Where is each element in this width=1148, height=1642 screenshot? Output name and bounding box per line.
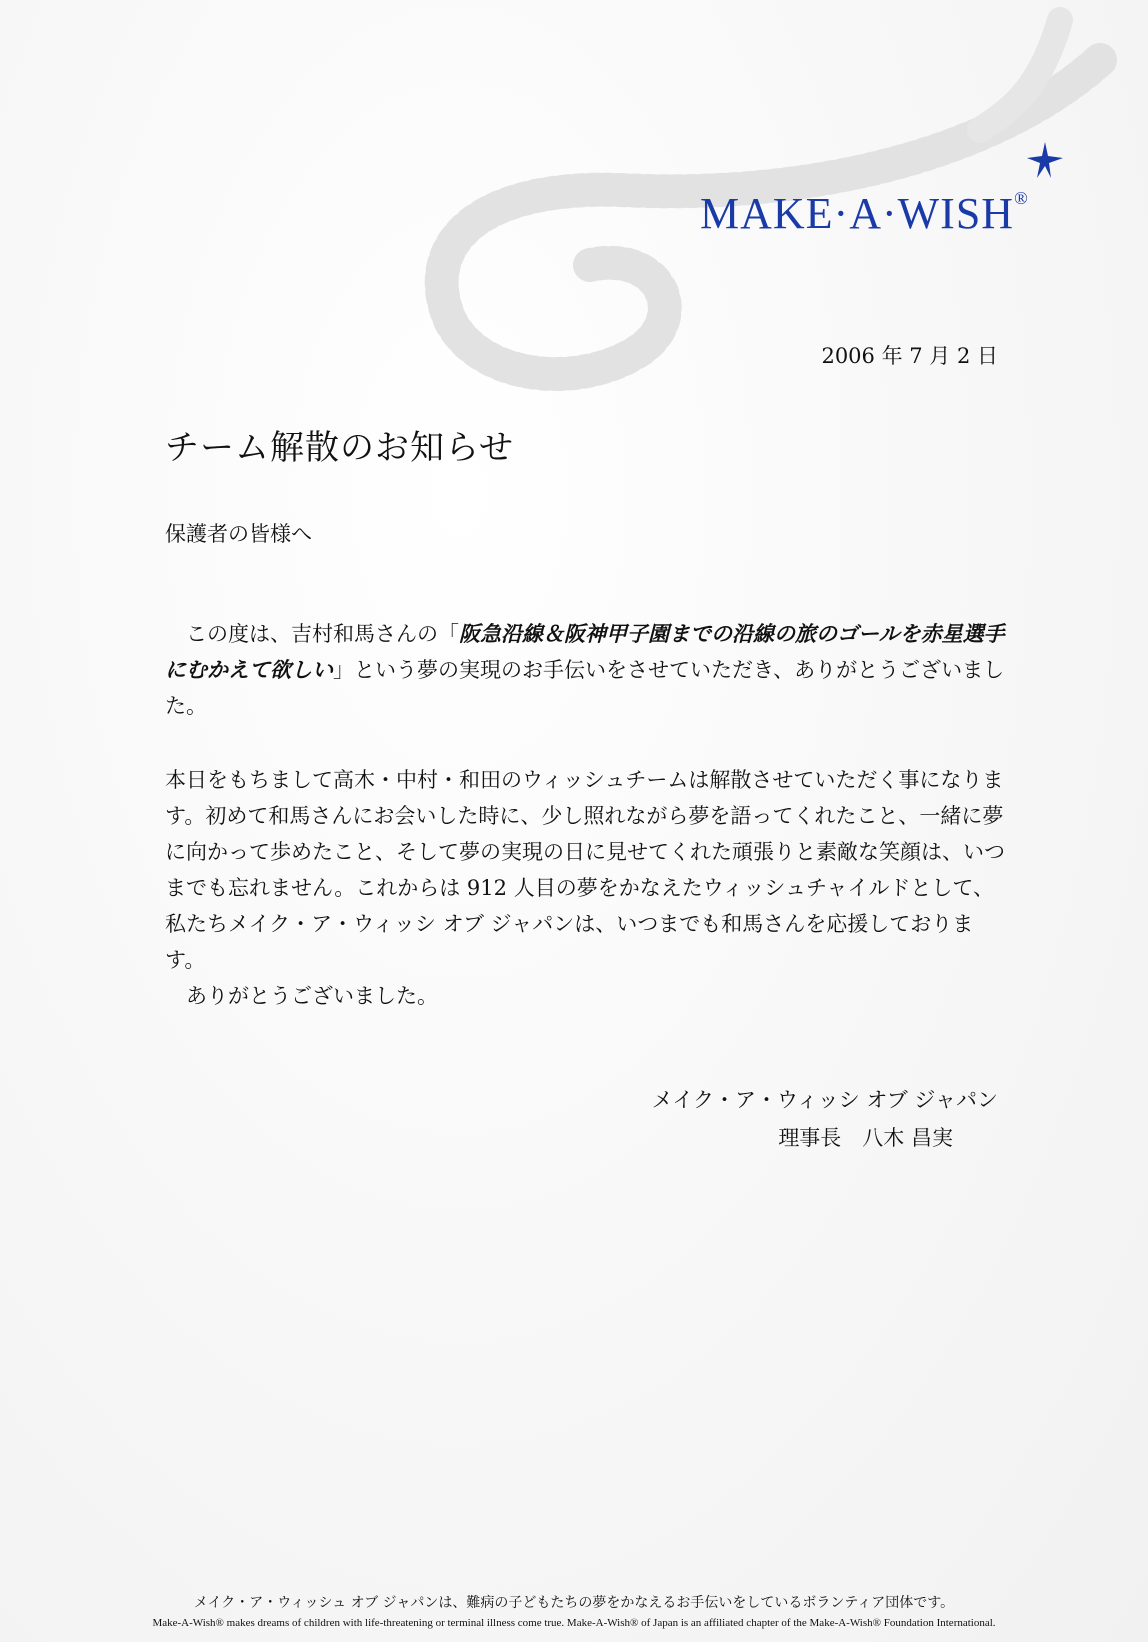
paragraph-2: 本日をもちまして高木・中村・和田のウィッシュチームは解散させていただく事になります。初めて和馬さんにお会いした時に、少し照れながら夢を語ってくれたこと、一緒に夢に向かって歩めたこと、そして夢の実現の日に見せてくれた頑張りと素敵な笑顔は、いつまでも忘れません。これからは 912 人目の夢をかなえたウィッシュチャイルドとして、私たちメイク・ア・ウィッシ オブ ジャパンは、いつまでも和馬さんを応援しております。	[165, 768, 1005, 972]
make-a-wish-logo	[700, 140, 1090, 260]
salutation: 保護者の皆様へ	[165, 522, 312, 546]
wish-text: 阪急沿線＆阪神甲子園までの沿線の旅のゴールを赤星選手にむかえて欲しい	[165, 621, 1005, 682]
paragraph-1	[165, 616, 1005, 724]
paragraph-1-lead: この度は、吉村和馬さんの「	[186, 622, 459, 646]
logo-wordmark: MAKE·A·WISH®	[700, 188, 1029, 238]
signature-name: 理事長 八木 昌実	[778, 1126, 953, 1150]
footer-japanese: メイク・ア・ウィッシュ オブ ジャパンは、難病の子どもたちの夢をかなえるお手伝いをしているボランティア団体です。	[193, 1595, 955, 1611]
star-icon	[1025, 140, 1065, 180]
paragraph-1-tail: 」という夢の実現のお手伝いをさせていただき、ありがとうございました。	[165, 658, 1005, 718]
page-title: チーム解散のお知らせ	[165, 428, 514, 468]
letter-date: 2006 年 7 月 2 日	[821, 344, 998, 368]
signature-organization: メイク・ア・ウィッシ オブ ジャパン	[651, 1088, 998, 1112]
closing-thanks: ありがとうございました。	[186, 984, 438, 1008]
footer-english: Make-A-Wish® makes dreams of children with life-threatening or terminal illness come true. Make-A-Wish® of Japan is an affiliated chapter of the Make-A-Wish® Foundation International.	[152, 1617, 996, 1629]
